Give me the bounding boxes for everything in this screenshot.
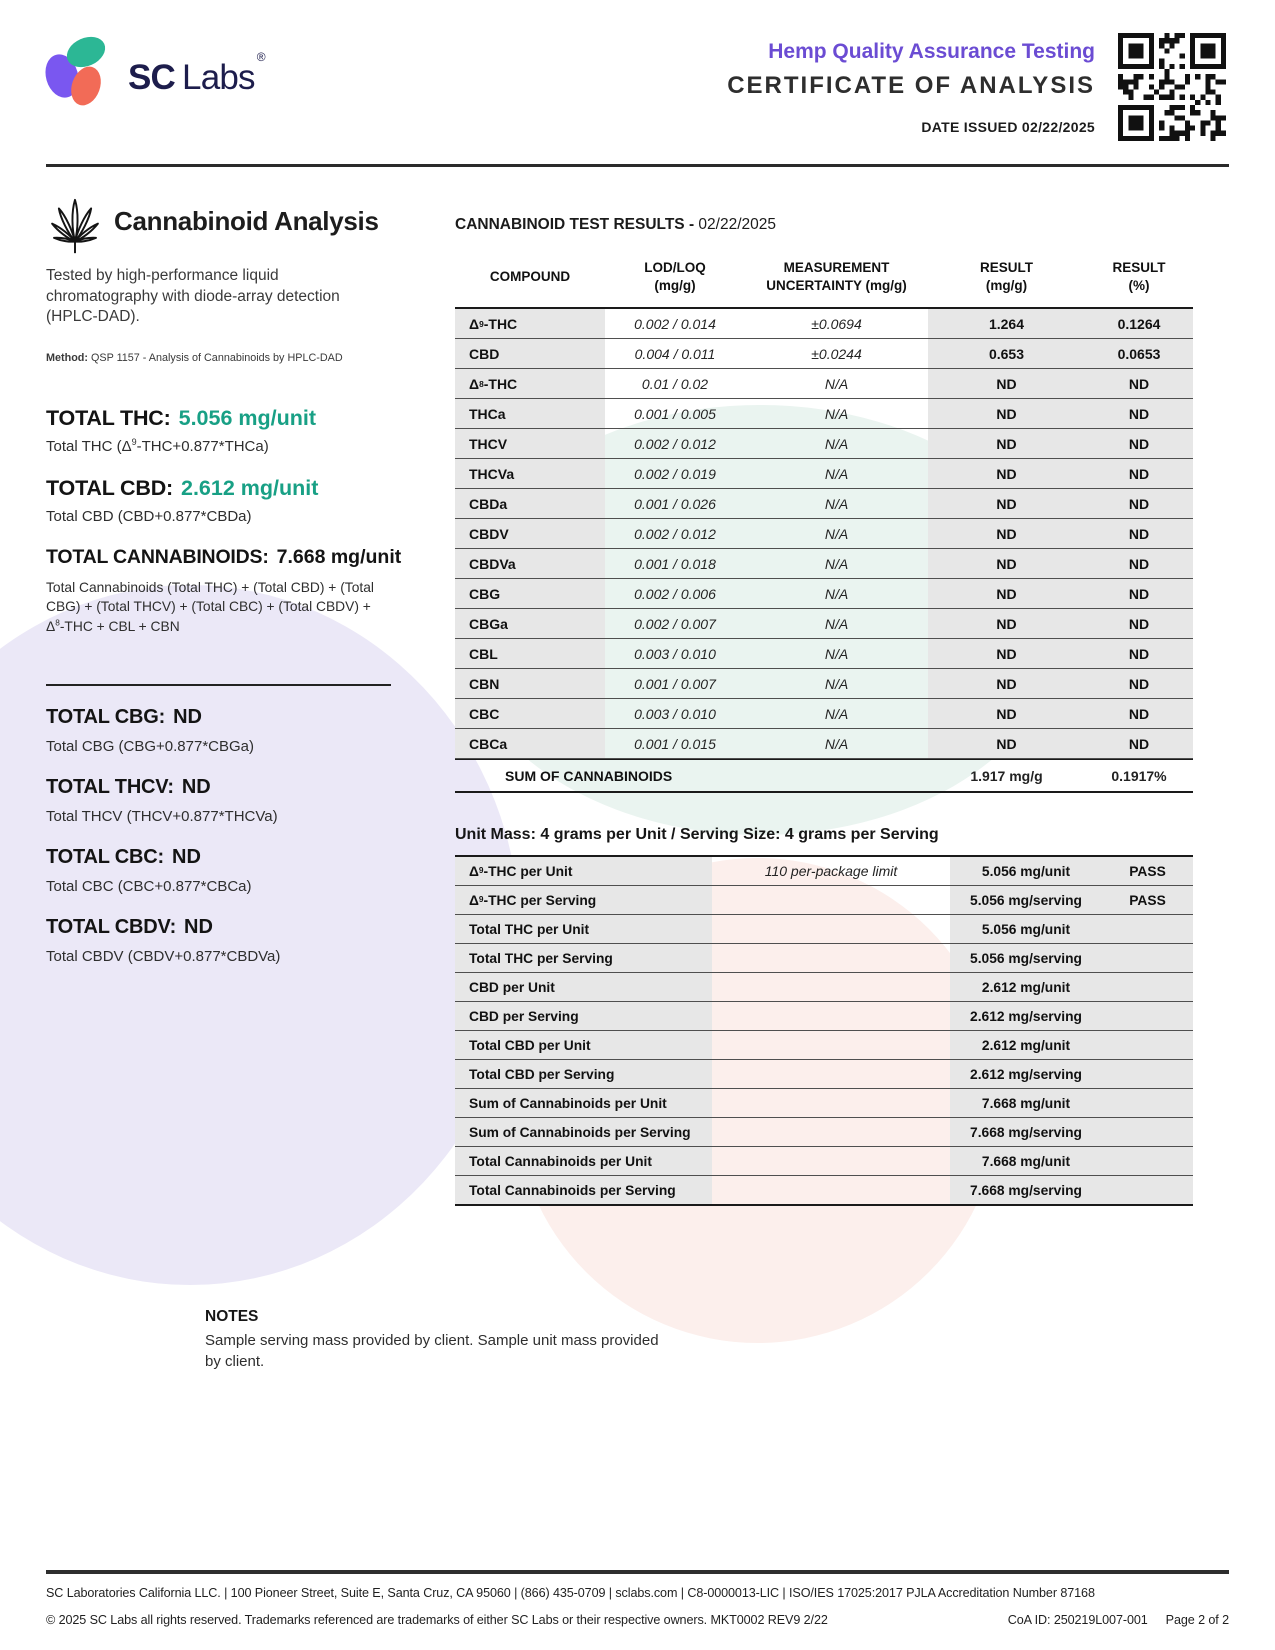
unit-row-limit — [712, 1089, 950, 1117]
result-mg-value: ND — [928, 639, 1085, 668]
result-pct-value: ND — [1085, 699, 1193, 728]
total-cbdv-label: TOTAL CBDV: — [46, 916, 177, 938]
result-pct-value: ND — [1085, 669, 1193, 698]
compound-name: CBDVa — [455, 549, 605, 578]
results-title-bold: CANNABINOID TEST RESULTS - — [455, 216, 695, 233]
unit-row-status — [1102, 1176, 1193, 1204]
total-cbg — [46, 706, 202, 729]
result-pct-value: ND — [1085, 459, 1193, 488]
total-cbc-label: TOTAL CBC: — [46, 846, 164, 868]
results-column-header: MEASUREMENT UNCERTAINTY (mg/g) — [766, 260, 907, 293]
uncertainty-value: N/A — [824, 495, 849, 512]
unit-row-result: 5.056 mg/unit — [950, 857, 1102, 885]
unit-row — [455, 915, 1193, 944]
unit-row-label: Total Cannabinoids per Serving — [455, 1176, 712, 1204]
results-row — [455, 579, 1193, 609]
sum-result-mg: 1.917 mg/g — [970, 767, 1043, 784]
result-mg-value: ND — [928, 729, 1085, 758]
lod-loq-value: 0.002 / 0.014 — [634, 315, 716, 332]
total-cbdv-value: ND — [184, 916, 213, 938]
total-thcv-formula: Total THCV (THCV+0.877*THCVa) — [46, 808, 278, 825]
unit-row-label: Δ 9 -THC per Unit — [455, 857, 712, 885]
total-cbg-formula: Total CBG (CBG+0.877*CBGa) — [46, 738, 255, 755]
lod-loq-value: 0.002 / 0.012 — [634, 525, 716, 542]
lod-loq-value: 0.001 / 0.007 — [634, 675, 716, 692]
results-row — [455, 399, 1193, 429]
results-row — [455, 369, 1193, 399]
compound-name: CBCa — [455, 729, 605, 758]
result-mg-value: ND — [928, 669, 1085, 698]
footer-divider — [46, 1570, 1229, 1574]
unit-row-status — [1102, 1002, 1193, 1030]
qr-code — [1118, 33, 1226, 141]
unit-row — [455, 1089, 1193, 1118]
results-row — [455, 639, 1193, 669]
result-mg-value: ND — [928, 429, 1085, 458]
unit-row-status — [1102, 1118, 1193, 1146]
unit-row-label: CBD per Serving — [455, 1002, 712, 1030]
unit-row-limit — [712, 1118, 950, 1146]
unit-row-label: Total CBD per Unit — [455, 1031, 712, 1059]
result-pct-value: ND — [1085, 519, 1193, 548]
unit-row-result: 5.056 mg/serving — [950, 944, 1102, 972]
program-title: Hemp Quality Assurance Testing — [768, 40, 1095, 63]
unit-row-label: Sum of Cannabinoids per Unit — [455, 1089, 712, 1117]
total-cbd-label: TOTAL CBD: — [46, 476, 173, 500]
unit-row-status: PASS — [1102, 857, 1193, 885]
uncertainty-value: N/A — [824, 615, 849, 632]
total-cbg-label: TOTAL CBG: — [46, 706, 166, 728]
unit-row-limit — [712, 1147, 950, 1175]
results-row — [455, 669, 1193, 699]
result-mg-value: ND — [928, 489, 1085, 518]
unit-row-status — [1102, 1031, 1193, 1059]
unit-row-limit — [712, 1031, 950, 1059]
unit-row-limit — [712, 1176, 950, 1204]
unit-row-status — [1102, 1060, 1193, 1088]
uncertainty-value: N/A — [824, 735, 849, 752]
result-pct-value: ND — [1085, 489, 1193, 518]
unit-row-result: 7.668 mg/serving — [950, 1176, 1102, 1204]
header-divider — [46, 164, 1229, 167]
unit-row-label: Total CBD per Serving — [455, 1060, 712, 1088]
results-row — [455, 549, 1193, 579]
total-cbd-formula: Total CBD (CBD+0.877*CBDa) — [46, 508, 252, 525]
unit-row-label: Total THC per Unit — [455, 915, 712, 943]
logo-sc: SC — [128, 58, 176, 97]
sclabs-logo-mark-icon — [46, 38, 112, 110]
sum-label: SUM OF CANNABINOIDS — [505, 767, 673, 784]
total-cannabinoids-formula: Total Cannabinoids (Total THC) + (Total CBD) + (Total CBG) + (Total THCV) + (Total CBC) + (Total CBDV) + $\Delta^8$-THC + CBL + CBN — [46, 580, 374, 634]
lod-loq-value: 0.003 / 0.010 — [634, 705, 716, 722]
unit-row — [455, 1060, 1193, 1089]
compound-name: CBGa — [455, 609, 605, 638]
uncertainty-value: N/A — [824, 645, 849, 662]
notes-body: Sample serving mass provided by client. Sample unit mass provided by client. — [205, 1332, 659, 1370]
uncertainty-value: N/A — [824, 465, 849, 482]
unit-serving-table — [455, 855, 1193, 1206]
unit-row — [455, 886, 1193, 915]
footer-coa-id: CoA ID: 250219L007-001 — [1007, 1613, 1148, 1627]
uncertainty-value: N/A — [824, 435, 849, 452]
lod-loq-value: 0.002 / 0.012 — [634, 435, 716, 452]
unit-row-status — [1102, 973, 1193, 1001]
total-thc-value: 5.056 mg/unit — [178, 406, 317, 430]
unit-row-status — [1102, 1089, 1193, 1117]
unit-row-result: 2.612 mg/unit — [950, 973, 1102, 1001]
result-mg-value: 0.653 — [928, 339, 1085, 368]
document-title: CERTIFICATE OF ANALYSIS — [727, 72, 1095, 99]
unit-row-limit — [712, 973, 950, 1001]
unit-row — [455, 1147, 1193, 1176]
results-column-header: RESULT (mg/g) — [980, 260, 1033, 293]
unit-row-label: Total THC per Serving — [455, 944, 712, 972]
lod-loq-value: 0.002 / 0.019 — [634, 465, 716, 482]
unit-row-label: Total Cannabinoids per Unit — [455, 1147, 712, 1175]
results-table-header — [455, 247, 1193, 309]
compound-name: Δ 8 -THC — [455, 369, 605, 398]
uncertainty-value: N/A — [824, 555, 849, 572]
total-thc-formula: Total THC $(\Delta^9-THC+0.877*THCa)$ — [46, 437, 269, 455]
compound-name: CBDa — [455, 489, 605, 518]
footer-page-number: Page 2 of 2 — [1165, 1613, 1229, 1627]
results-row — [455, 309, 1193, 339]
result-mg-value: 1.264 — [928, 309, 1085, 338]
unit-row-result: 7.668 mg/unit — [950, 1089, 1102, 1117]
results-table-body — [455, 309, 1193, 759]
header-titles — [475, 40, 1095, 135]
unit-row — [455, 973, 1193, 1002]
unit-row-result: 2.612 mg/unit — [950, 1031, 1102, 1059]
result-mg-value: ND — [928, 609, 1085, 638]
unit-row-limit — [712, 886, 950, 914]
total-cbg-value: ND — [173, 706, 202, 728]
date-issued: DATE ISSUED 02/22/2025 — [921, 119, 1095, 135]
result-mg-value: ND — [928, 549, 1085, 578]
results-row — [455, 429, 1193, 459]
total-cbdv-formula: Total CBDV (CBDV+0.877*CBDVa) — [46, 948, 281, 965]
unit-row — [455, 944, 1193, 973]
lod-loq-value: 0.002 / 0.006 — [634, 585, 716, 602]
total-cannabinoids-label: TOTAL CANNABINOIDS: — [46, 546, 269, 568]
total-cannabinoids — [46, 546, 401, 569]
results-title-date: 02/22/2025 — [698, 216, 776, 233]
uncertainty-value: N/A — [824, 525, 849, 542]
compound-name: THCVa — [455, 459, 605, 488]
unit-row-result: 5.056 mg/unit — [950, 915, 1102, 943]
total-cbc-value: ND — [172, 846, 201, 868]
lod-loq-value: 0.01 / 0.02 — [641, 375, 709, 392]
sclabs-logo-text — [128, 50, 265, 98]
unit-row-status — [1102, 944, 1193, 972]
lod-loq-value: 0.004 / 0.011 — [634, 345, 716, 362]
results-row — [455, 339, 1193, 369]
method-text: QSP 1157 - Analysis of Cannabinoids by HPLC-DAD — [90, 352, 343, 364]
result-mg-value: ND — [928, 699, 1085, 728]
unit-row — [455, 1118, 1193, 1147]
sum-result-pct: 0.1917% — [1111, 767, 1167, 784]
result-pct-value: ND — [1085, 729, 1193, 758]
unit-mass-title: Unit Mass: 4 grams per Unit / Serving Size: 4 grams per Serving — [455, 826, 939, 843]
result-pct-value: ND — [1085, 399, 1193, 428]
unit-row-result: 2.612 mg/serving — [950, 1060, 1102, 1088]
unit-row-limit — [712, 1002, 950, 1030]
unit-row-limit — [712, 915, 950, 943]
result-pct-value: ND — [1085, 639, 1193, 668]
total-thcv-label: TOTAL THCV: — [46, 776, 174, 798]
footer-lab-info: SC Laboratories California LLC. | 100 Pioneer Street, Suite E, Santa Cruz, CA 95060 | (866) 435-0709 | sclabs.com | C8-0000013-LIC | ISO/IES 17025:2017 PJLA Accreditation Number 87168 — [46, 1586, 1095, 1600]
total-cbd — [46, 476, 318, 501]
total-cbd-value: 2.612 mg/unit — [181, 476, 319, 500]
compound-name: THCa — [455, 399, 605, 428]
unit-row — [455, 1176, 1193, 1204]
result-pct-value: ND — [1085, 429, 1193, 458]
result-mg-value: ND — [928, 399, 1085, 428]
unit-row-status — [1102, 1147, 1193, 1175]
footer-copyright: © 2025 SC Labs all rights reserved. Trademarks referenced are trademarks of either SC Labs or their respective owners. MKT0002 REV9 2/22 — [46, 1613, 828, 1627]
unit-row — [455, 1031, 1193, 1060]
total-thcv-value: ND — [181, 776, 211, 798]
logo-labs: Labs — [182, 58, 255, 97]
result-mg-value: ND — [928, 519, 1085, 548]
unit-row-limit: 110 per-package limit — [764, 863, 898, 879]
unit-row — [455, 857, 1193, 886]
notes-title: NOTES — [205, 1308, 259, 1325]
analysis-description: Tested by high-performance liquid chromatography with diode-array detection (HPLC-DAD). — [46, 267, 340, 326]
results-table-title — [455, 216, 776, 234]
unit-row-status — [1102, 915, 1193, 943]
results-row — [455, 459, 1193, 489]
total-thcv — [46, 776, 211, 799]
lod-loq-value: 0.001 / 0.026 — [634, 495, 716, 512]
results-row — [455, 519, 1193, 549]
result-mg-value: ND — [928, 579, 1085, 608]
compound-name: CBD — [455, 339, 605, 368]
result-pct-value: 0.1264 — [1085, 309, 1193, 338]
uncertainty-value: ±0.0244 — [811, 345, 862, 362]
result-pct-value: ND — [1085, 579, 1193, 608]
unit-row-limit — [712, 944, 950, 972]
result-mg-value: ND — [928, 369, 1085, 398]
unit-row — [455, 1002, 1193, 1031]
lod-loq-value: 0.001 / 0.015 — [634, 735, 716, 752]
lod-loq-value: 0.003 / 0.010 — [634, 645, 716, 662]
results-column-header: COMPOUND — [489, 269, 571, 285]
compound-name: CBN — [455, 669, 605, 698]
registered-mark: ® — [256, 50, 265, 64]
compound-name: Δ 9 -THC — [455, 309, 605, 338]
unit-row-label: Sum of Cannabinoids per Serving — [455, 1118, 712, 1146]
results-row — [455, 699, 1193, 729]
unit-row-result: 7.668 mg/serving — [950, 1118, 1102, 1146]
compound-name: CBL — [455, 639, 605, 668]
cannabinoid-results-table — [455, 247, 1193, 793]
results-sum-row — [455, 759, 1193, 793]
result-pct-value: ND — [1085, 369, 1193, 398]
total-thc-label: TOTAL THC: — [46, 406, 171, 430]
unit-row-status: PASS — [1102, 886, 1193, 914]
results-column-header: RESULT (%) — [1112, 260, 1166, 293]
compound-name: CBDV — [455, 519, 605, 548]
compound-name: CBC — [455, 699, 605, 728]
total-cbc — [46, 846, 201, 869]
results-row — [455, 609, 1193, 639]
total-thc — [46, 406, 316, 431]
results-row — [455, 729, 1193, 759]
method-line — [46, 352, 391, 364]
uncertainty-value: N/A — [824, 405, 849, 422]
unit-row-label: Δ 9 -THC per Serving — [455, 886, 712, 914]
total-cannabinoids-value: 7.668 mg/unit — [276, 546, 402, 568]
total-cbdv — [46, 916, 213, 939]
result-pct-value: 0.0653 — [1085, 339, 1193, 368]
unit-row-result: 7.668 mg/unit — [950, 1147, 1102, 1175]
unit-row-result: 5.056 mg/serving — [950, 886, 1102, 914]
compound-name: THCV — [455, 429, 605, 458]
lod-loq-value: 0.001 / 0.018 — [634, 555, 716, 572]
unit-row-label: CBD per Unit — [455, 973, 712, 1001]
section-title-cannabinoid-analysis: Cannabinoid Analysis — [114, 206, 379, 236]
unit-row-limit — [712, 1060, 950, 1088]
results-row — [455, 489, 1193, 519]
compound-name: CBG — [455, 579, 605, 608]
unit-row-result: 2.612 mg/serving — [950, 1002, 1102, 1030]
method-label: Method: — [46, 352, 88, 364]
uncertainty-value: ±0.0694 — [811, 315, 862, 332]
result-pct-value: ND — [1085, 609, 1193, 638]
sclabs-logo — [46, 38, 265, 110]
lod-loq-value: 0.002 / 0.007 — [634, 615, 716, 632]
footer-legal-line — [46, 1613, 1229, 1627]
uncertainty-value: N/A — [824, 675, 849, 692]
results-column-header: LOD/LOQ (mg/g) — [644, 260, 706, 293]
lod-loq-value: 0.001 / 0.005 — [634, 405, 716, 422]
cannabis-leaf-icon — [44, 196, 106, 258]
uncertainty-value: N/A — [824, 375, 849, 392]
total-cbc-formula: Total CBC (CBC+0.877*CBCa) — [46, 878, 252, 895]
left-column-divider — [46, 684, 391, 686]
uncertainty-value: N/A — [824, 585, 849, 602]
result-pct-value: ND — [1085, 549, 1193, 578]
result-mg-value: ND — [928, 459, 1085, 488]
uncertainty-value: N/A — [824, 705, 849, 722]
